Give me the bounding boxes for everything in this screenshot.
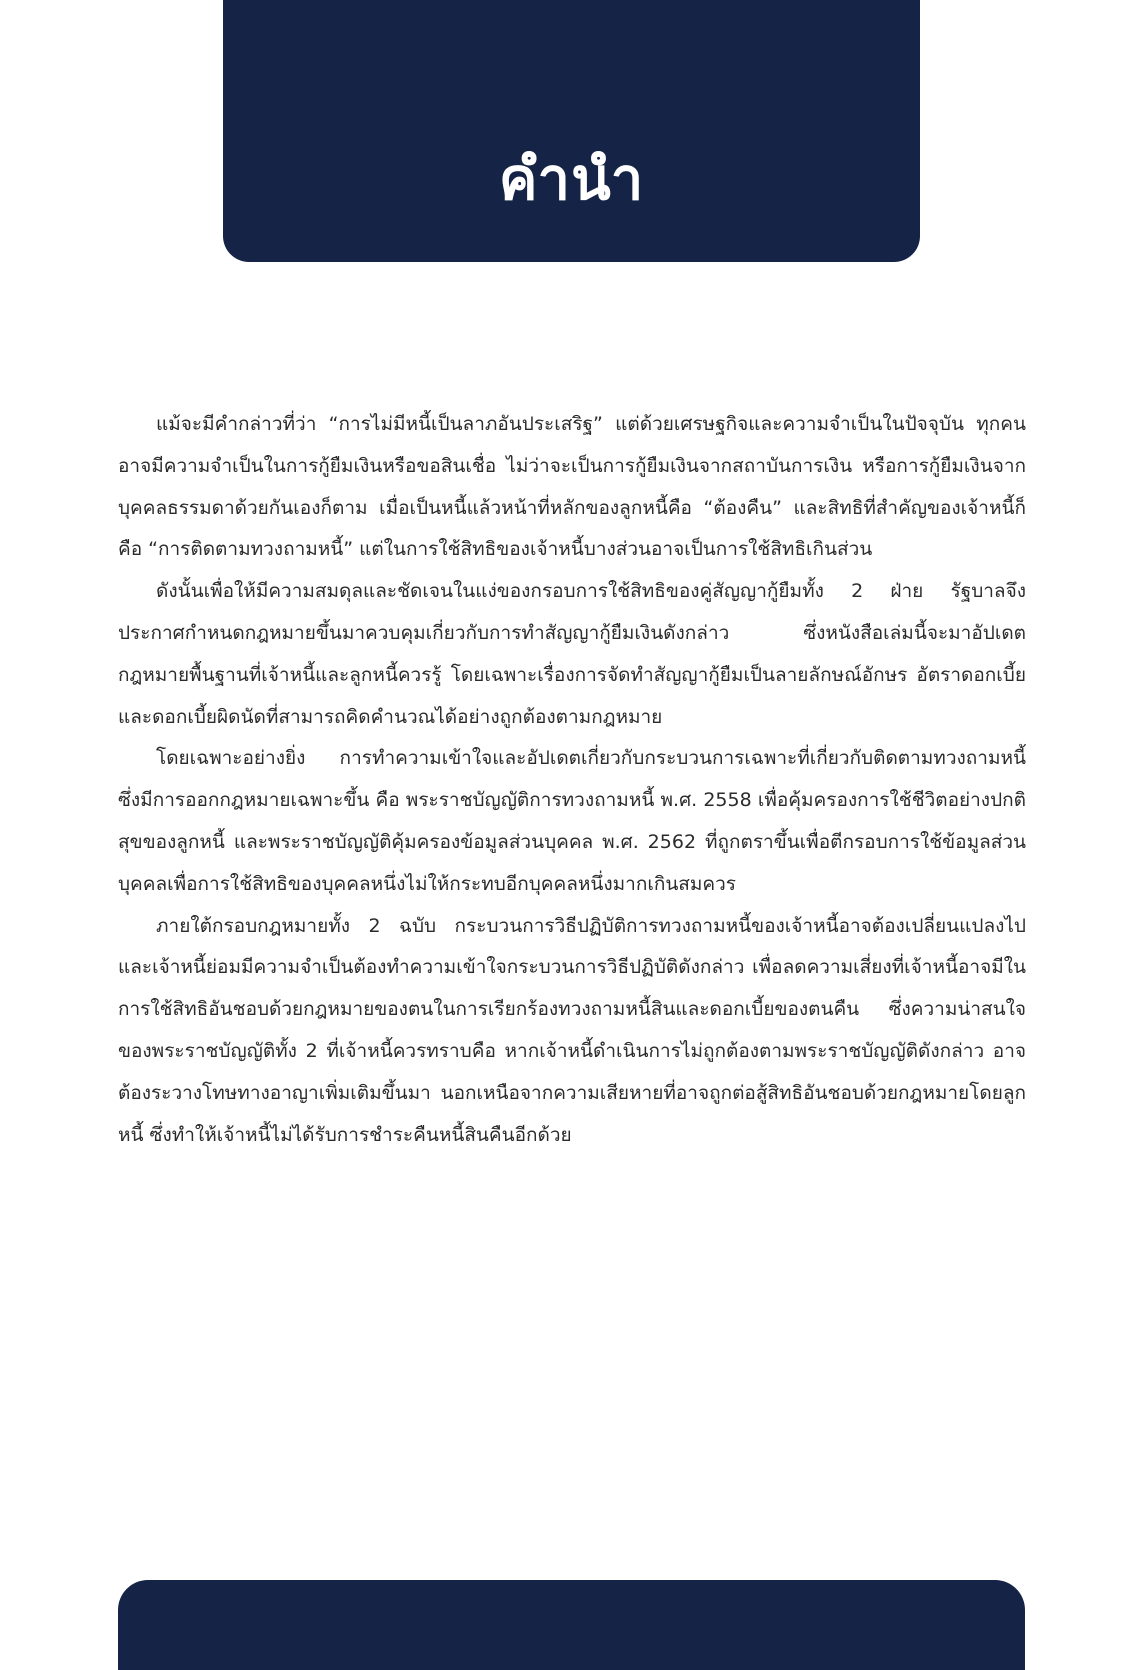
paragraph-3: โดยเฉพาะอย่างยิ่ง การทำความเข้าใจและอัปเดตเกี่ยวกับกระบวนการเฉพาะที่เกี่ยวกับติดตามทวงถามหนี้ ซึ่งมีการออกกฎหมายเฉพาะขึ้น คือ พระราชบัญญัติการทวงถามหนี้ พ.ศ. 2558 เพื่อคุ้มครองการใช้ชีวิตอย่างปกติสุขของลูกหนี้ และพระราชบัญญัติคุ้มครองข้อมูลส่วนบุคคล พ.ศ. 2562 ที่ถูกตราขึ้นเพื่อตีกรอบการใช้ข้อมูลส่วนบุคคลเพื่อการใช้สิทธิของบุคคลหนึ่งไม่ให้กระทบอีกบุคคลหนึ่งมากเกินสมควร (118, 747, 1026, 895)
footer-banner (118, 1580, 1025, 1670)
paragraph-1: แม้จะมีคำกล่าวที่ว่า “การไม่มีหนี้เป็นลาภอันประเสริฐ” แต่ด้วยเศรษฐกิจและความจำเป็นในปัจจุบัน ทุกคนอาจมีความจำเป็นในการกู้ยืมเงินหรือขอสินเชื่อ ไม่ว่าจะเป็นการกู้ยืมเงินจากสถาบันการเงิน หรือการกู้ยืมเงินจากบุคคลธรรมดาด้วยกันเองก็ตาม เมื่อเป็นหนี้แล้วหน้าที่หลักของลูกหนี้คือ “ต้องคืน” และสิทธิที่สำคัญของเจ้าหนี้ก็คือ “การติดตามทวงถามหนี้” แต่ในการใช้สิทธิของเจ้าหนี้บางส่วนอาจเป็นการใช้สิทธิเกินส่วน (118, 413, 1026, 561)
header-banner (223, 0, 920, 262)
paragraph-4: ภายใต้กรอบกฎหมายทั้ง 2 ฉบับ กระบวนการวิธีปฏิบัติการทวงถามหนี้ของเจ้าหนี้อาจต้องเปลี่ยนแปลงไป และเจ้าหนี้ย่อมมีความจำเป็นต้องทำความเข้าใจกระบวนการวิธีปฏิบัติดังกล่าว เพื่อลดความเสี่ยงที่เจ้าหนี้อาจมีในการใช้สิทธิอันชอบด้วยกฎหมายของตนในการเรียกร้องทวงถามหนี้สินและดอกเบี้ยของตนคืน ซึ่งความน่าสนใจของพระราชบัญญัติทั้ง 2 ที่เจ้าหนี้ควรทราบคือ หากเจ้าหนี้ดำเนินการไม่ถูกต้องตามพระราชบัญญัติดังกล่าว อาจต้องระวางโทษทางอาญาเพิ่มเติมขึ้นมา นอกเหนือจากความเสียหายที่อาจถูกต่อสู้สิทธิอันชอบด้วยกฎหมายโดยลูกหนี้ ซึ่งทำให้เจ้าหนี้ไม่ได้รับการชำระคืนหนี้สินคืนอีกด้วย (118, 914, 1026, 1146)
page-title: คำนำ (498, 145, 645, 213)
paragraph-2: ดังนั้นเพื่อให้มีความสมดุลและชัดเจนในแง่ของกรอบการใช้สิทธิของคู่สัญญากู้ยืมทั้ง 2 ฝ่าย รัฐบาลจึงประกาศกำหนดกฎหมายขึ้นมาควบคุมเกี่ยวกับการทำสัญญากู้ยืมเงินดังกล่าว ซึ่งหนังสือเล่มนี้จะมาอัปเดตกฎหมายพื้นฐานที่เจ้าหนี้และลูกหนี้ควรรู้ โดยเฉพาะเรื่องการจัดทำสัญญากู้ยืมเป็นลายลักษณ์อักษร อัตราดอกเบี้ย และดอกเบี้ยผิดนัดที่สามารถคิดคำนวณได้อย่างถูกต้องตามกฎหมาย (118, 580, 1026, 728)
preface-body (118, 404, 1026, 1156)
